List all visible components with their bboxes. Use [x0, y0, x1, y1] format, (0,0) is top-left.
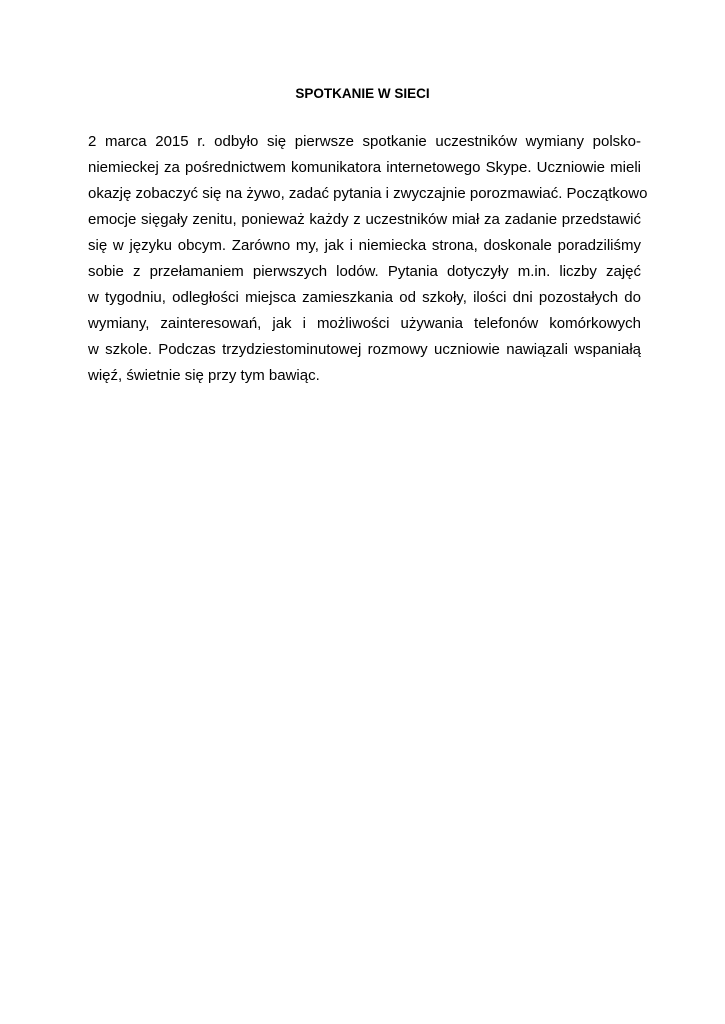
paragraph-line: emocje sięgały zenitu, ponieważ każdy z uczestników miał za zadanie przedstawić [88, 211, 641, 228]
paragraph-line: więź, świetnie się przy tym bawiąc. [88, 367, 320, 384]
paragraph-line: 2 marca 2015 r. odbyło się pierwsze spotkanie uczestników wymiany polsko- [88, 133, 641, 150]
paragraph-line: w tygodniu, odległości miejsca zamieszkania od szkoły, ilości dni pozostałych do [88, 289, 641, 306]
paragraph-line: w szkole. Podczas trzydziestominutowej rozmowy uczniowie nawiązali wspaniałą [88, 341, 641, 358]
document-title: SPOTKANIE W SIECI [295, 86, 430, 101]
paragraph-line: sobie z przełamaniem pierwszych lodów. Pytania dotyczyły m.in. liczby zajęć [88, 263, 641, 280]
paragraph-line: niemieckej za pośrednictwem komunikatora internetowego Skype. Uczniowie mieli [88, 159, 641, 176]
paragraph-line: okazję zobaczyć się na żywo, zadać pytania i zwyczajnie porozmawiać. Początkowo [88, 185, 648, 202]
paragraph-line: wymiany, zainteresowań, jak i możliwości używania telefonów komórkowych [88, 315, 641, 332]
paragraph-line: się w języku obcym. Zarówno my, jak i niemiecka strona, doskonale poradziliśmy [88, 237, 641, 254]
document-paragraph [88, 129, 648, 389]
